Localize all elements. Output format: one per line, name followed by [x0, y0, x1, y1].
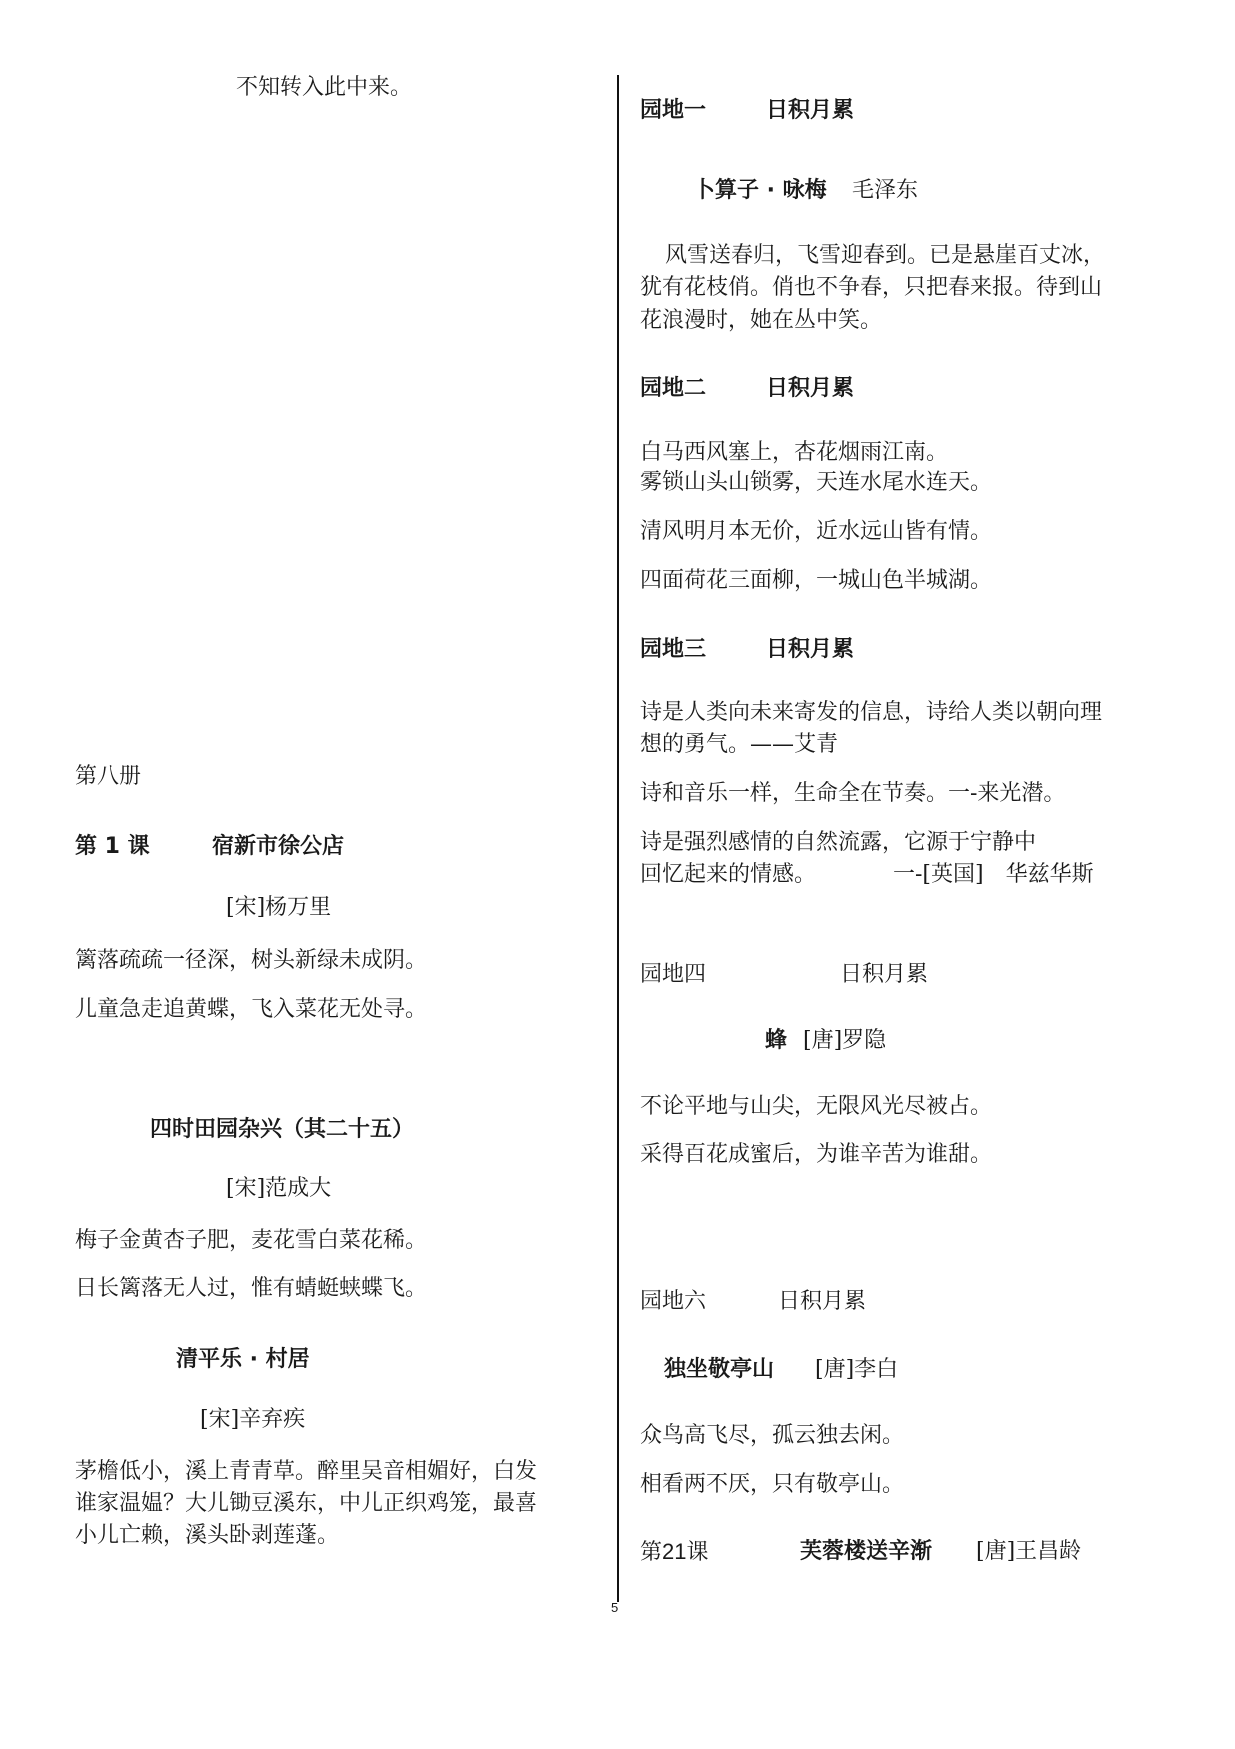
poem-title: 四时田园杂兴（其二十五）: [150, 1117, 415, 1142]
lesson-number: 第21课: [640, 1539, 709, 1564]
poem-title: 卜算子 · 咏梅: [693, 178, 827, 203]
quote-line: 诗和音乐一样，生命全在节奏。一-来光潜。: [640, 781, 1066, 806]
section-subtitle: 日积月累: [840, 962, 929, 987]
section-name: 园地二: [640, 376, 707, 401]
couplet-line: 雾锁山头山锁雾，天连水尾水连天。: [640, 470, 993, 495]
poem-line: 梅子金黄杏子肥，麦花雪白菜花稀。: [75, 1228, 428, 1253]
poem-title: 清平乐 · 村居: [176, 1347, 310, 1372]
poem-line: 谁家温媪？大儿锄豆溪东，中儿正织鸡笼，最喜: [75, 1491, 538, 1516]
quote-attribution: 一-[英国] 华兹华斯: [893, 862, 1094, 887]
poem-title: 独坐敬亭山: [664, 1357, 775, 1382]
poem-line: 不论平地与山尖，无限风光尽被占。: [640, 1094, 993, 1119]
volume-label: 第八册: [75, 764, 142, 789]
poem-author: [唐]罗隐: [803, 1028, 887, 1053]
poem-line: 篱落疏疏一径深，树头新绿未成阴。: [75, 948, 428, 973]
quote-line: 回忆起来的情感。: [640, 862, 817, 887]
poem-author: [唐]王昌龄: [976, 1539, 1082, 1564]
poem-line: 不知转入此中来。: [236, 75, 413, 100]
poem-line: 众鸟高飞尽，孤云独去闲。: [640, 1423, 905, 1448]
poem-author: [宋]范成大: [226, 1176, 332, 1201]
lesson-number: 第 1 课: [75, 834, 150, 859]
section-name: 园地四: [640, 962, 707, 987]
lesson-title: 芙蓉楼送辛渐: [800, 1539, 933, 1564]
poem-line: 花浪漫时，她在丛中笑。: [640, 308, 883, 333]
poem-line: 采得百花成蜜后，为谁辛苦为谁甜。: [640, 1142, 993, 1167]
poem-line: 儿童急走追黄蝶，飞入菜花无处寻。: [75, 997, 428, 1022]
section-subtitle: 日积月累: [766, 376, 855, 401]
section-subtitle: 日积月累: [778, 1289, 867, 1314]
poem-author: [宋]辛弃疾: [200, 1407, 306, 1432]
quote-line: 想的勇气。——艾青: [640, 732, 839, 757]
couplet-line: 白马西风塞上，杏花烟雨江南。: [640, 440, 949, 465]
couplet-line: 清风明月本无价，近水远山皆有情。: [640, 519, 993, 544]
quote-line: 诗是强烈感情的自然流露，它源于宁静中: [640, 830, 1037, 855]
section-subtitle: 日积月累: [766, 637, 855, 662]
poem-author: 毛泽东: [852, 178, 919, 203]
poem-author: [唐]李白: [815, 1357, 899, 1382]
poem-line: 日长篱落无人过，惟有蜻蜓蛱蝶飞。: [75, 1276, 428, 1301]
column-divider: [617, 75, 619, 1602]
section-name: 园地一: [640, 98, 707, 123]
poem-line: 相看两不厌，只有敬亭山。: [640, 1472, 905, 1497]
poem-line: 犹有花枝俏。俏也不争春，只把春来报。待到山: [640, 275, 1103, 300]
couplet-line: 四面荷花三面柳，一城山色半城湖。: [640, 568, 993, 593]
section-name: 园地三: [640, 637, 707, 662]
poem-author: [宋]杨万里: [226, 895, 332, 920]
poem-line: 小儿亡赖，溪头卧剥莲蓬。: [75, 1523, 340, 1548]
section-name: 园地六: [640, 1289, 707, 1314]
lesson-title: 宿新市徐公店: [212, 834, 345, 859]
section-subtitle: 日积月累: [766, 98, 855, 123]
poem-line: 茅檐低小，溪上青青草。醉里吴音相媚好，白发: [75, 1459, 538, 1484]
quote-line: 诗是人类向未来寄发的信息，诗给人类以朝向理: [640, 700, 1103, 725]
poem-title: 蜂: [765, 1028, 788, 1053]
poem-line: 风雪送春归，飞雪迎春到。已是悬崖百丈冰，: [665, 243, 1106, 268]
page-number: 5: [611, 1600, 619, 1615]
